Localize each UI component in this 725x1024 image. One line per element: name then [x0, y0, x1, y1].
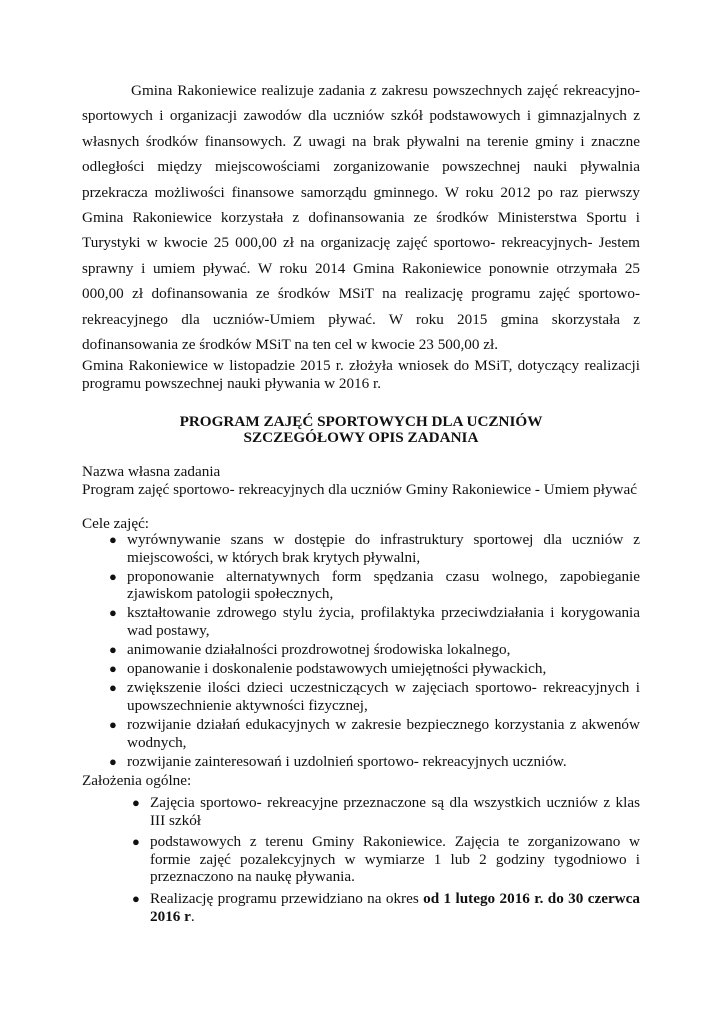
- task-name-label: Nazwa własna zadania: [82, 463, 221, 480]
- section-heading: [82, 414, 640, 446]
- bullet-icon: ●: [109, 568, 117, 584]
- list-item-text: animowanie działalności prozdrowotnej środowiska lokalnego,: [127, 641, 511, 659]
- intro-line: Rakoniewice korzystała z dofinansowania ze środków Ministerstwa Sportu i Turystyki w: [82, 209, 640, 252]
- list-item-text: opanowanie i doskonalenie podstawowych umiejętności pływackich,: [127, 660, 547, 678]
- application-paragraph: [82, 357, 640, 393]
- list-item: [105, 716, 640, 751]
- bullet-icon: ●: [109, 753, 117, 769]
- list-item-text: wyrównywanie szans w dostępie do infrastruktury sportowej dla uczniów z miejscowości, w których brak krytych pływalni,: [127, 531, 640, 566]
- list-item: [105, 660, 640, 678]
- list-item: [105, 604, 640, 639]
- intro-line: kwocie 23 500,00 zł.: [371, 336, 499, 354]
- general-assumptions-label: Założenia ogólne:: [82, 772, 192, 789]
- intro-line: możliwości finansowe samorządu gminnego. W roku 2012 po raz pierwszy Gmina: [82, 183, 640, 227]
- intro-line: ze środków MSiT na realizację programu zajęć sportowo- rekreacyjnego dla uczniów-Umiem: [82, 285, 641, 328]
- intro-line: Gmina Rakoniewice realizuje zadania z zakresu powszechnych zajęć rekreacyjno-: [131, 82, 640, 99]
- bullet-icon: ●: [109, 680, 117, 696]
- heading-line-1: PROGRAM ZAJĘĆ SPORTOWYCH DLA UCZNIÓW: [179, 413, 543, 430]
- list-item-text: rozwijanie działań edukacyjnych w zakresie bezpiecznego korzystania z akwenów wodnych,: [127, 715, 640, 751]
- intro-line: pływać. W roku 2015 gmina skorzystała z dofinansowania ze środków MSiT na ten cel w: [82, 310, 640, 354]
- intro-paragraph: [82, 78, 640, 357]
- intro-line: pływać. W roku 2014 Gmina Rakoniewice ponownie otrzymała 25 000,00 zł dofinansowania: [82, 259, 641, 303]
- list-item: [105, 531, 640, 566]
- heading-line-2: SZCZEGÓŁOWY OPIS ZADANIA: [243, 429, 479, 446]
- list-item-text: podstawowych z terenu Gminy Rakoniewice. Zajęcia te zorganizowano w formie zajęć pozalekcyjnych w wymiarze 1 lub 2 godziny tygodniowo i przeznaczono na naukę pływania.: [150, 833, 640, 886]
- list-item: [128, 833, 640, 886]
- list-item: [105, 679, 640, 714]
- general-assumptions-list: [128, 794, 640, 929]
- bullet-icon: ●: [109, 642, 117, 658]
- bullet-icon: ●: [109, 605, 117, 621]
- bullet-icon: ●: [132, 834, 140, 850]
- goals-label: Cele zajęć:: [82, 515, 150, 532]
- program-period: od 1 lutego 2016 r. do 30 czerwca 2016 r: [150, 889, 640, 925]
- list-item-text: rozwijanie zainteresowań i uzdolnień sportowo- rekreacyjnych uczniów.: [127, 752, 567, 770]
- bullet-icon: ●: [132, 890, 140, 906]
- bullet-icon: ●: [109, 532, 117, 547]
- list-item-text: Zajęcia sportowo- rekreacyjne przeznaczone są dla wszystkich uczniów z klas III szkół: [150, 794, 640, 829]
- intro-line: odległości między miejscowościami zorganizowanie powszechnej nauki pływalnia przekracza: [82, 158, 640, 201]
- application-line: programu powszechnej nauki pływania w 2016 r.: [82, 375, 382, 392]
- goals-list: [105, 531, 640, 772]
- list-item-text-prefix: Realizację programu przewidziano na okres: [150, 889, 424, 907]
- list-item: [105, 641, 640, 659]
- application-line: Gmina Rakoniewice w listopadzie 2015 r. złożyła wniosek do MSiT, dotyczący realizacji: [82, 357, 640, 374]
- task-name-value: Program zajęć sportowo- rekreacyjnych dla uczniów Gminy Rakoniewice - Umiem pływać: [82, 481, 637, 498]
- list-item: [105, 568, 640, 603]
- list-item: [105, 753, 640, 771]
- intro-line: własnych środków finansowych. Z uwagi na brak pływalni na terenie gminy i znaczne: [82, 132, 640, 150]
- bullet-icon: ●: [109, 661, 117, 677]
- list-item: [128, 890, 640, 925]
- list-item-text: kształtowanie zdrowego stylu życia, profilaktyka przeciwdziałania i korygowania wad postawy,: [127, 604, 640, 639]
- bullet-icon: ●: [132, 795, 140, 810]
- intro-line: kwocie 25 000,00 zł na organizację zajęć sportowo- rekreacyjnych- Jestem sprawny i umiem: [82, 234, 640, 277]
- list-item-text: proponowanie alternatywnych form spędzania czasu wolnego, zapobieganie zjawiskom patologii społecznych,: [127, 567, 640, 603]
- list-item-text: zwiększenie ilości dzieci uczestniczących w zajęciach sportowo- rekreacyjnych i upowszechnienie aktywności fizycznej,: [127, 679, 640, 714]
- bullet-icon: ●: [109, 716, 117, 732]
- intro-line: sportowych i organizacji zawodów dla uczniów szkół podstawowych i gimnazjalnych z: [82, 107, 640, 125]
- list-item-text-suffix: .: [190, 907, 195, 925]
- list-item: [128, 794, 640, 829]
